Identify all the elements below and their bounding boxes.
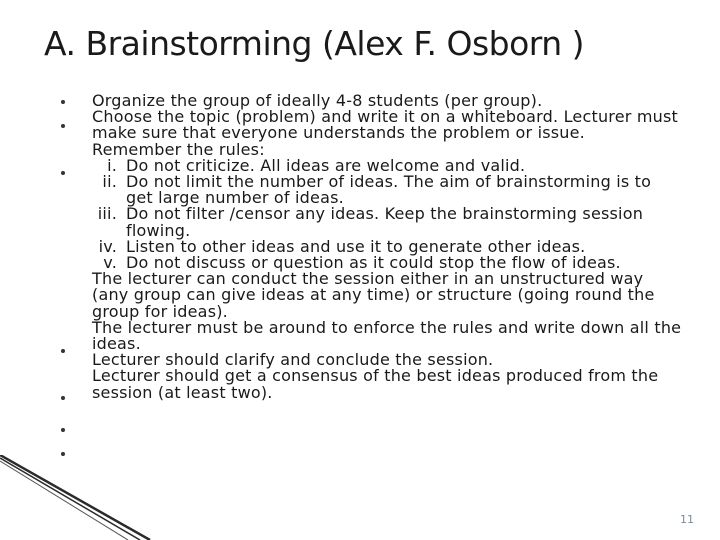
rules-list: [92, 155, 682, 273]
slide-body: [92, 93, 682, 401]
rule-number: v.: [103, 253, 117, 273]
list-item: The lecturer must be around to enforce the rules and write down all the ideas.: [92, 317, 682, 354]
bullet-icon: [61, 171, 65, 175]
bullet-icon: [61, 396, 65, 400]
page-number: 11: [680, 513, 694, 526]
rule-text: Do not criticize. All ideas are welcome and valid.: [126, 155, 526, 175]
bullet-icon: [61, 100, 65, 104]
rule-text: Do not limit the number of ideas. The aim of brainstorming is to get large number of ideas.: [126, 172, 652, 208]
list-item: The lecturer can conduct the session either in an unstructured way (any group can give ideas at any time) or structure (going round the group for ideas).: [92, 269, 655, 321]
decorative-line-3: [0, 461, 128, 540]
list-item: Remember the rules:: [92, 139, 265, 159]
bullet-icon: [61, 349, 65, 353]
list-item: Organize the group of ideally 4-8 students (per group).: [92, 91, 543, 110]
rule-number: ii.: [102, 172, 117, 192]
footer-decoration: [0, 455, 720, 540]
list-item: Lecturer should get a consensus of the best ideas produced from the session (at least two).: [92, 366, 659, 402]
rule-text: Do not discuss or question as it could stop the flow of ideas.: [126, 253, 621, 273]
rule-number: iv.: [98, 236, 117, 256]
rule-text: Listen to other ideas and use it to generate other ideas.: [126, 236, 586, 256]
decorative-line-1: [0, 455, 150, 540]
list-item: Choose the topic (problem) and write it on a whiteboard. Lecturer must make sure that everyone understands the problem or issue.: [92, 107, 678, 143]
rule-item: [92, 174, 682, 206]
rule-item: [92, 206, 682, 238]
bullet-icon: [61, 124, 65, 128]
rule-number: iii.: [97, 204, 117, 224]
list-item: Lecturer should clarify and conclude the session.: [92, 350, 494, 370]
rule-number: i.: [107, 155, 117, 175]
decorative-line-2: [0, 458, 140, 540]
rule-text: Do not filter /censor any ideas. Keep the brainstorming session flowing.: [126, 204, 644, 240]
slide-title: A. Brainstorming (Alex F. Osborn ): [44, 24, 585, 63]
bullet-icon: [61, 428, 65, 432]
